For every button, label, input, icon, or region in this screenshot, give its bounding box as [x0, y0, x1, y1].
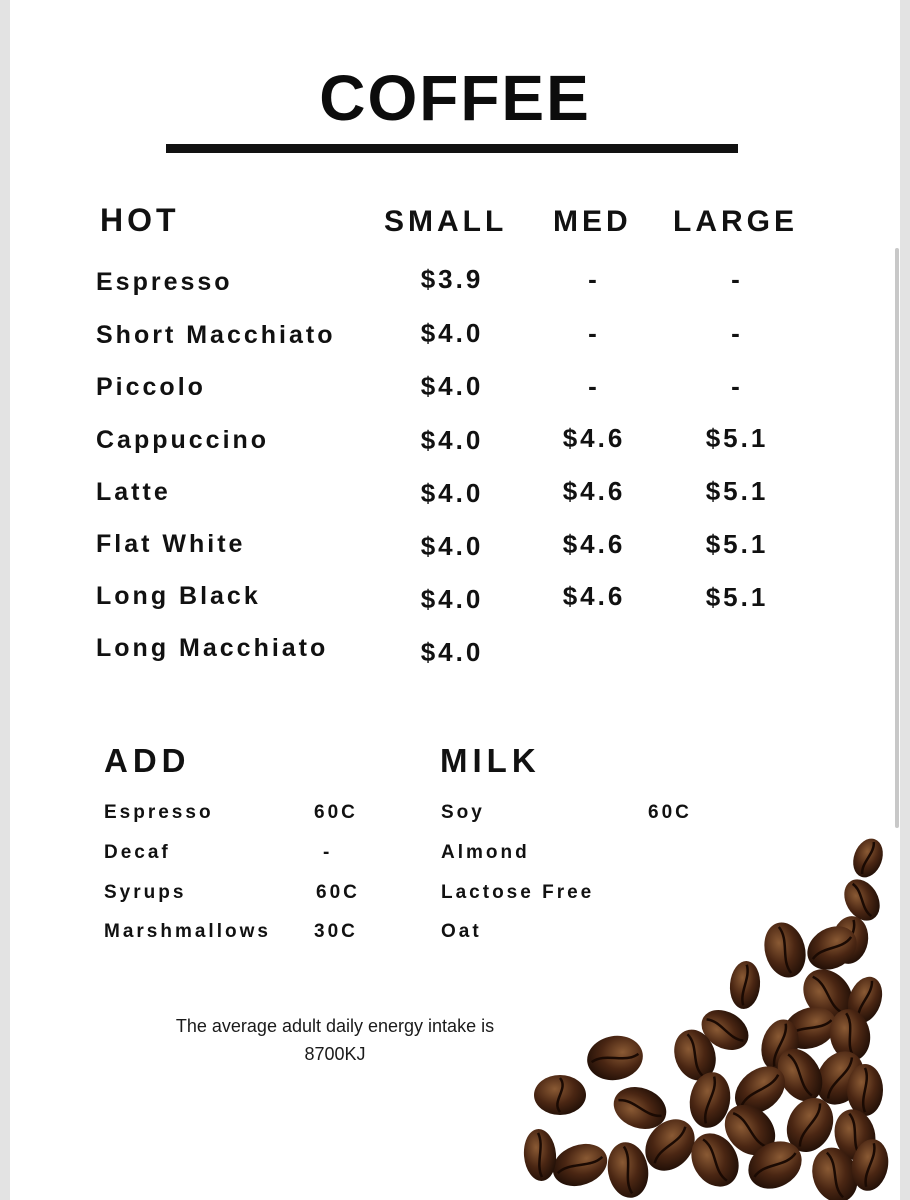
menu-item-name: Piccolo	[96, 373, 206, 401]
title-underline	[166, 144, 738, 153]
coffee-bean	[728, 960, 762, 1010]
add-item-price: 60C	[314, 802, 358, 823]
price-small: $4.0	[420, 425, 484, 455]
coffee-bean	[522, 1128, 558, 1183]
note-line-2: 8700KJ	[304, 1044, 366, 1064]
coffee-bean	[547, 1137, 613, 1194]
price-large: -	[731, 371, 743, 401]
price-small: $4.0	[420, 478, 484, 508]
price-med: $4.6	[562, 529, 626, 559]
size-header-small: SMALL	[384, 205, 508, 238]
energy-intake-note	[140, 1012, 530, 1068]
add-item-price: -	[323, 842, 333, 863]
coffee-bean	[758, 918, 811, 982]
price-large: $5.1	[705, 423, 769, 453]
price-large: -	[731, 318, 743, 348]
coffee-bean	[603, 1139, 652, 1200]
add-item-name: Decaf	[104, 842, 171, 863]
add-item-name: Marshmallows	[104, 921, 271, 942]
price-med: -	[588, 264, 600, 294]
menu-item-name: Short Macchiato	[96, 321, 336, 349]
add-item-price: 60C	[316, 882, 360, 903]
price-large: $5.1	[705, 529, 769, 559]
hot-header: HOT	[100, 202, 180, 238]
coffee-beans-image	[510, 830, 900, 1200]
menu-item-name: Long Black	[96, 582, 261, 610]
menu-item-name: Flat White	[96, 530, 246, 558]
milk-item-name: Oat	[441, 921, 482, 942]
price-med: -	[588, 371, 600, 401]
size-header-med: MED	[553, 205, 632, 238]
page-title: COFFEE	[319, 62, 591, 134]
add-item-price: 30C	[314, 921, 358, 942]
menu-item-name: Cappuccino	[96, 426, 270, 454]
milk-item-price: 60C	[648, 802, 692, 823]
milk-item-name: Lactose Free	[441, 882, 595, 903]
milk-header: MILK	[440, 742, 541, 779]
price-small: $4.0	[420, 371, 484, 401]
scrollbar[interactable]	[895, 248, 899, 828]
add-header: ADD	[104, 742, 191, 779]
price-large: $5.1	[705, 476, 769, 506]
size-header-large: LARGE	[673, 205, 798, 238]
price-small: $3.9	[420, 264, 484, 294]
milk-item-name: Soy	[441, 802, 485, 823]
coffee-bean	[848, 834, 888, 881]
milk-item-name: Almond	[441, 842, 530, 863]
add-item-name: Espresso	[104, 802, 214, 823]
menu-item-name: Long Macchiato	[96, 634, 329, 662]
price-large: -	[731, 264, 743, 294]
coffee-bean	[534, 1075, 586, 1115]
price-large: $5.1	[705, 582, 769, 612]
price-small: $4.0	[420, 637, 484, 667]
menu-page	[10, 0, 900, 1200]
price-small: $4.0	[420, 531, 484, 561]
price-med: $4.6	[562, 581, 626, 611]
price-small: $4.0	[420, 318, 484, 348]
menu-item-name: Latte	[96, 478, 171, 506]
coffee-bean	[584, 1031, 647, 1084]
note-line-1: The average adult daily energy intake is	[175, 1016, 495, 1036]
add-item-name: Syrups	[104, 882, 187, 903]
price-small: $4.0	[420, 584, 484, 614]
menu-item-name: Espresso	[96, 268, 233, 296]
price-med: -	[588, 318, 600, 348]
price-med: $4.6	[562, 423, 626, 453]
price-med: $4.6	[562, 476, 626, 506]
coffee-bean	[847, 1064, 883, 1116]
